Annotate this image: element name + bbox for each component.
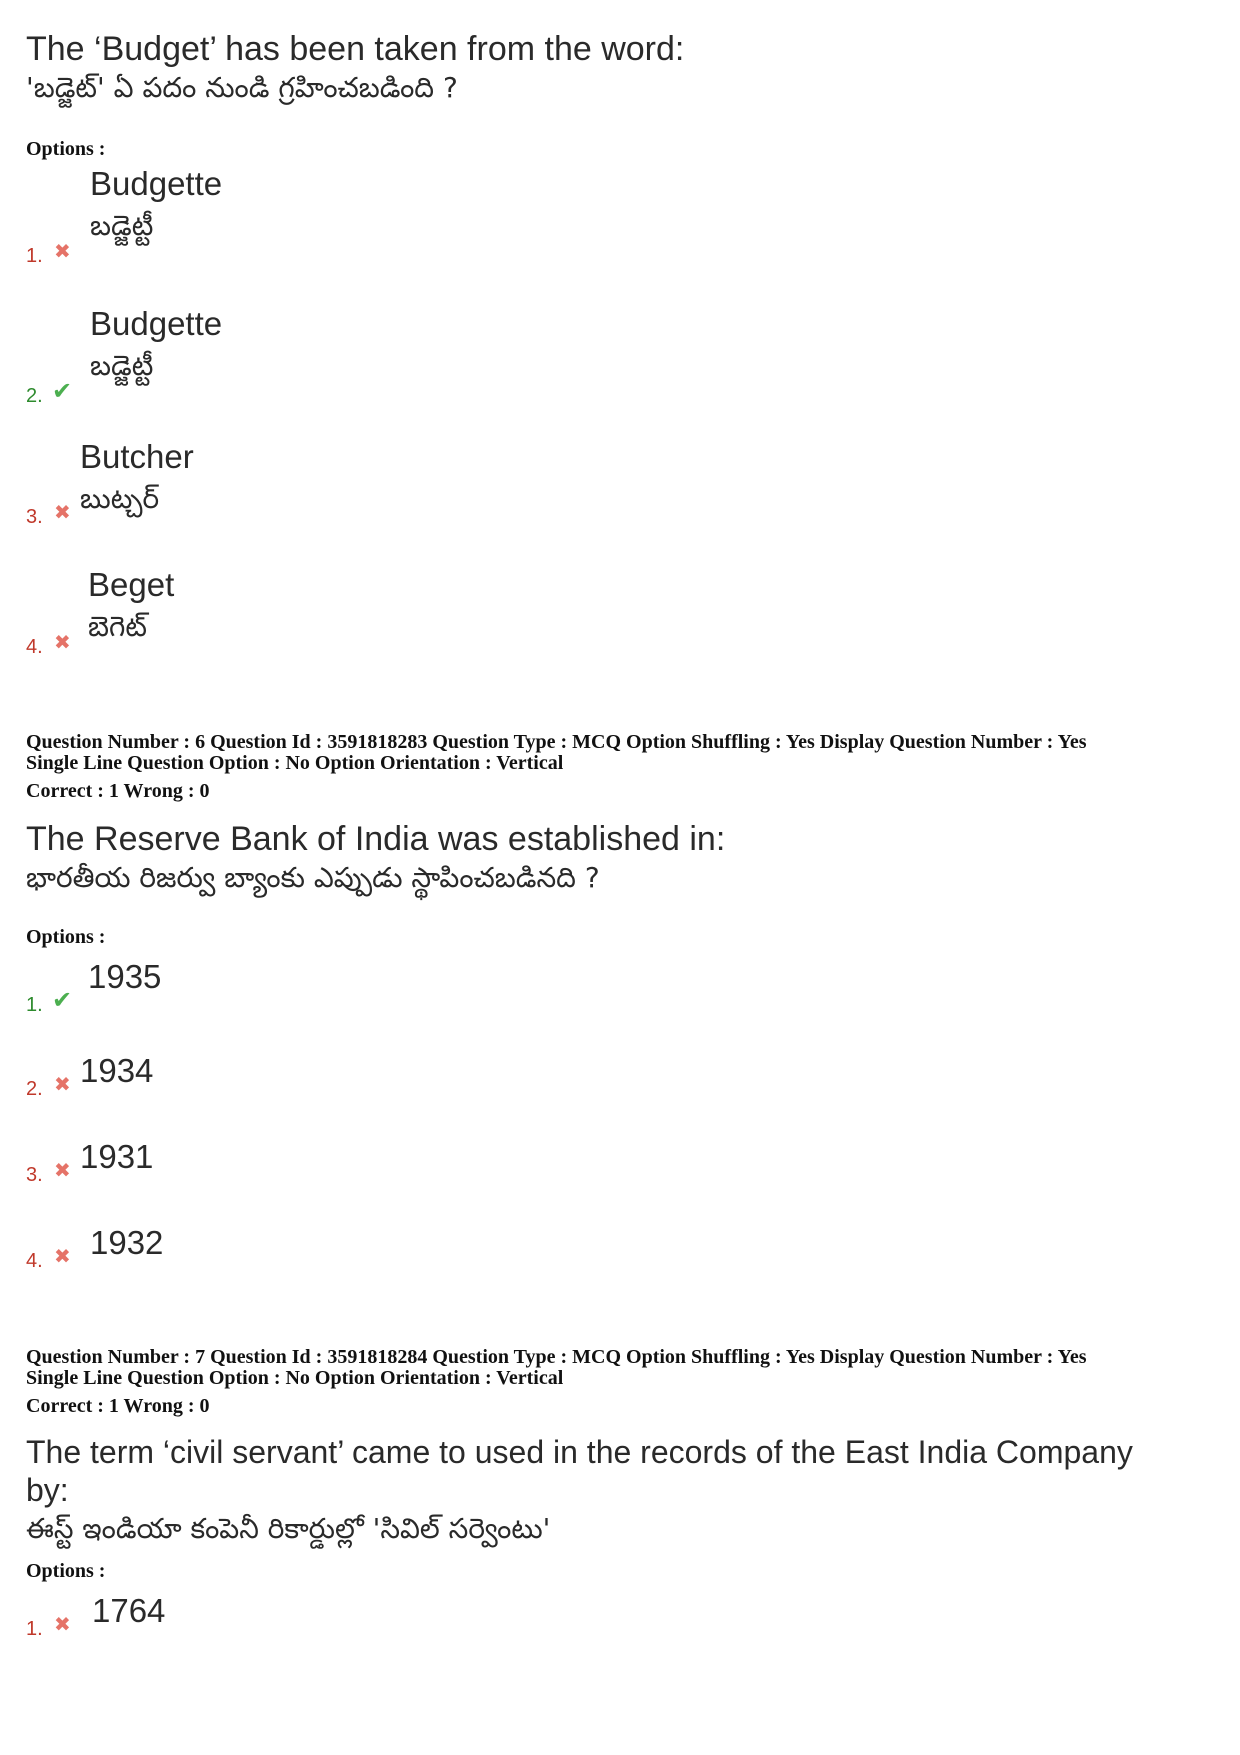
q6-question [26, 820, 725, 898]
q6-question-en: The Reserve Bank of India was established in: [26, 820, 726, 858]
q7-question-en-line2: by: [26, 1472, 69, 1508]
q5-option-2-te: బడ్జెట్టీ [90, 349, 154, 382]
wrong-mark-icon: ✖ [54, 239, 71, 263]
q6-question-te: భారతీయ రిజర్వు బ్యాంకు ఎప్పుడు స్థాపించబడినది ? [26, 861, 600, 894]
q5-option-3-en: Butcher [80, 438, 194, 475]
q6-option-2-number: 2. [26, 1078, 43, 1100]
q5-option-2-number: 2. [26, 385, 43, 407]
q6-meta-line2: Single Line Question Option : No Option Orientation : Vertical [26, 752, 564, 774]
q5-option-1-number: 1. [26, 245, 43, 267]
q5-options-label: Options : [26, 138, 106, 160]
q5-option-2-en: Budgette [90, 305, 223, 342]
wrong-mark-icon: ✖ [54, 1158, 71, 1182]
wrong-mark-icon: ✖ [54, 630, 71, 654]
q5-question [26, 30, 684, 108]
q6-option-4-number: 4. [26, 1250, 43, 1272]
q6-option-1-number: 1. [26, 994, 43, 1016]
q5-option-4-number: 4. [26, 636, 43, 658]
q7-meta-line2: Single Line Question Option : No Option Orientation : Vertical [26, 1367, 564, 1389]
q6-option-3-value: 1931 [80, 1138, 154, 1175]
q6-meta-line1: Question Number : 6 Question Id : 3591818283 Question Type : MCQ Option Shuffling : Yes Display Question Number : Yes [26, 731, 1087, 753]
q5-option-1-en: Budgette [90, 165, 223, 202]
q5-question-te: 'బడ్జెట్' ఏ పదం నుండి గ్రహించబడింది ? [26, 71, 458, 104]
q6-meta [26, 732, 1216, 802]
q6-option-2-value: 1934 [80, 1052, 154, 1089]
wrong-mark-icon: ✖ [54, 500, 71, 524]
q5-question-en: The ‘Budget’ has been taken from the word: [26, 30, 685, 68]
wrong-mark-icon: ✖ [54, 1612, 71, 1636]
wrong-mark-icon: ✖ [54, 1072, 71, 1096]
q7-option-1-number: 1. [26, 1618, 43, 1640]
q5-option-4-en: Beget [88, 566, 175, 603]
q6-meta-line3: Correct : 1 Wrong : 0 [26, 780, 210, 802]
q7-question [26, 1433, 1216, 1549]
q5-option-3-te: బుట్చర్ [80, 482, 160, 515]
q7-meta-line3: Correct : 1 Wrong : 0 [26, 1395, 210, 1417]
q5-option-1-te: బడ్జెట్టీ [90, 209, 154, 242]
q6-option-3-number: 3. [26, 1164, 43, 1186]
q7-meta [26, 1347, 1216, 1417]
q6-option-1-value: 1935 [88, 958, 162, 995]
q6-options-label: Options : [26, 926, 106, 948]
q6-option-4-value: 1932 [90, 1224, 164, 1261]
q5-option-3-number: 3. [26, 506, 43, 528]
q7-meta-line1: Question Number : 7 Question Id : 3591818284 Question Type : MCQ Option Shuffling : Yes Display Question Number : Yes [26, 1346, 1087, 1368]
q7-question-en-line1: The term ‘civil servant’ came to used in the records of the East India Company [26, 1434, 1133, 1470]
q7-question-te: ఈస్ట్ ఇండియా కంపెనీ రికార్డుల్లో 'సివిల్ సర్వెంటు' [26, 1512, 551, 1545]
q5-option-4-te: బెగెట్ [88, 610, 147, 643]
q7-options-label: Options : [26, 1560, 106, 1582]
q7-option-1-value: 1764 [92, 1592, 166, 1629]
correct-check-icon: ✔ [52, 377, 73, 405]
wrong-mark-icon: ✖ [54, 1244, 71, 1268]
correct-check-icon: ✔ [52, 986, 73, 1014]
